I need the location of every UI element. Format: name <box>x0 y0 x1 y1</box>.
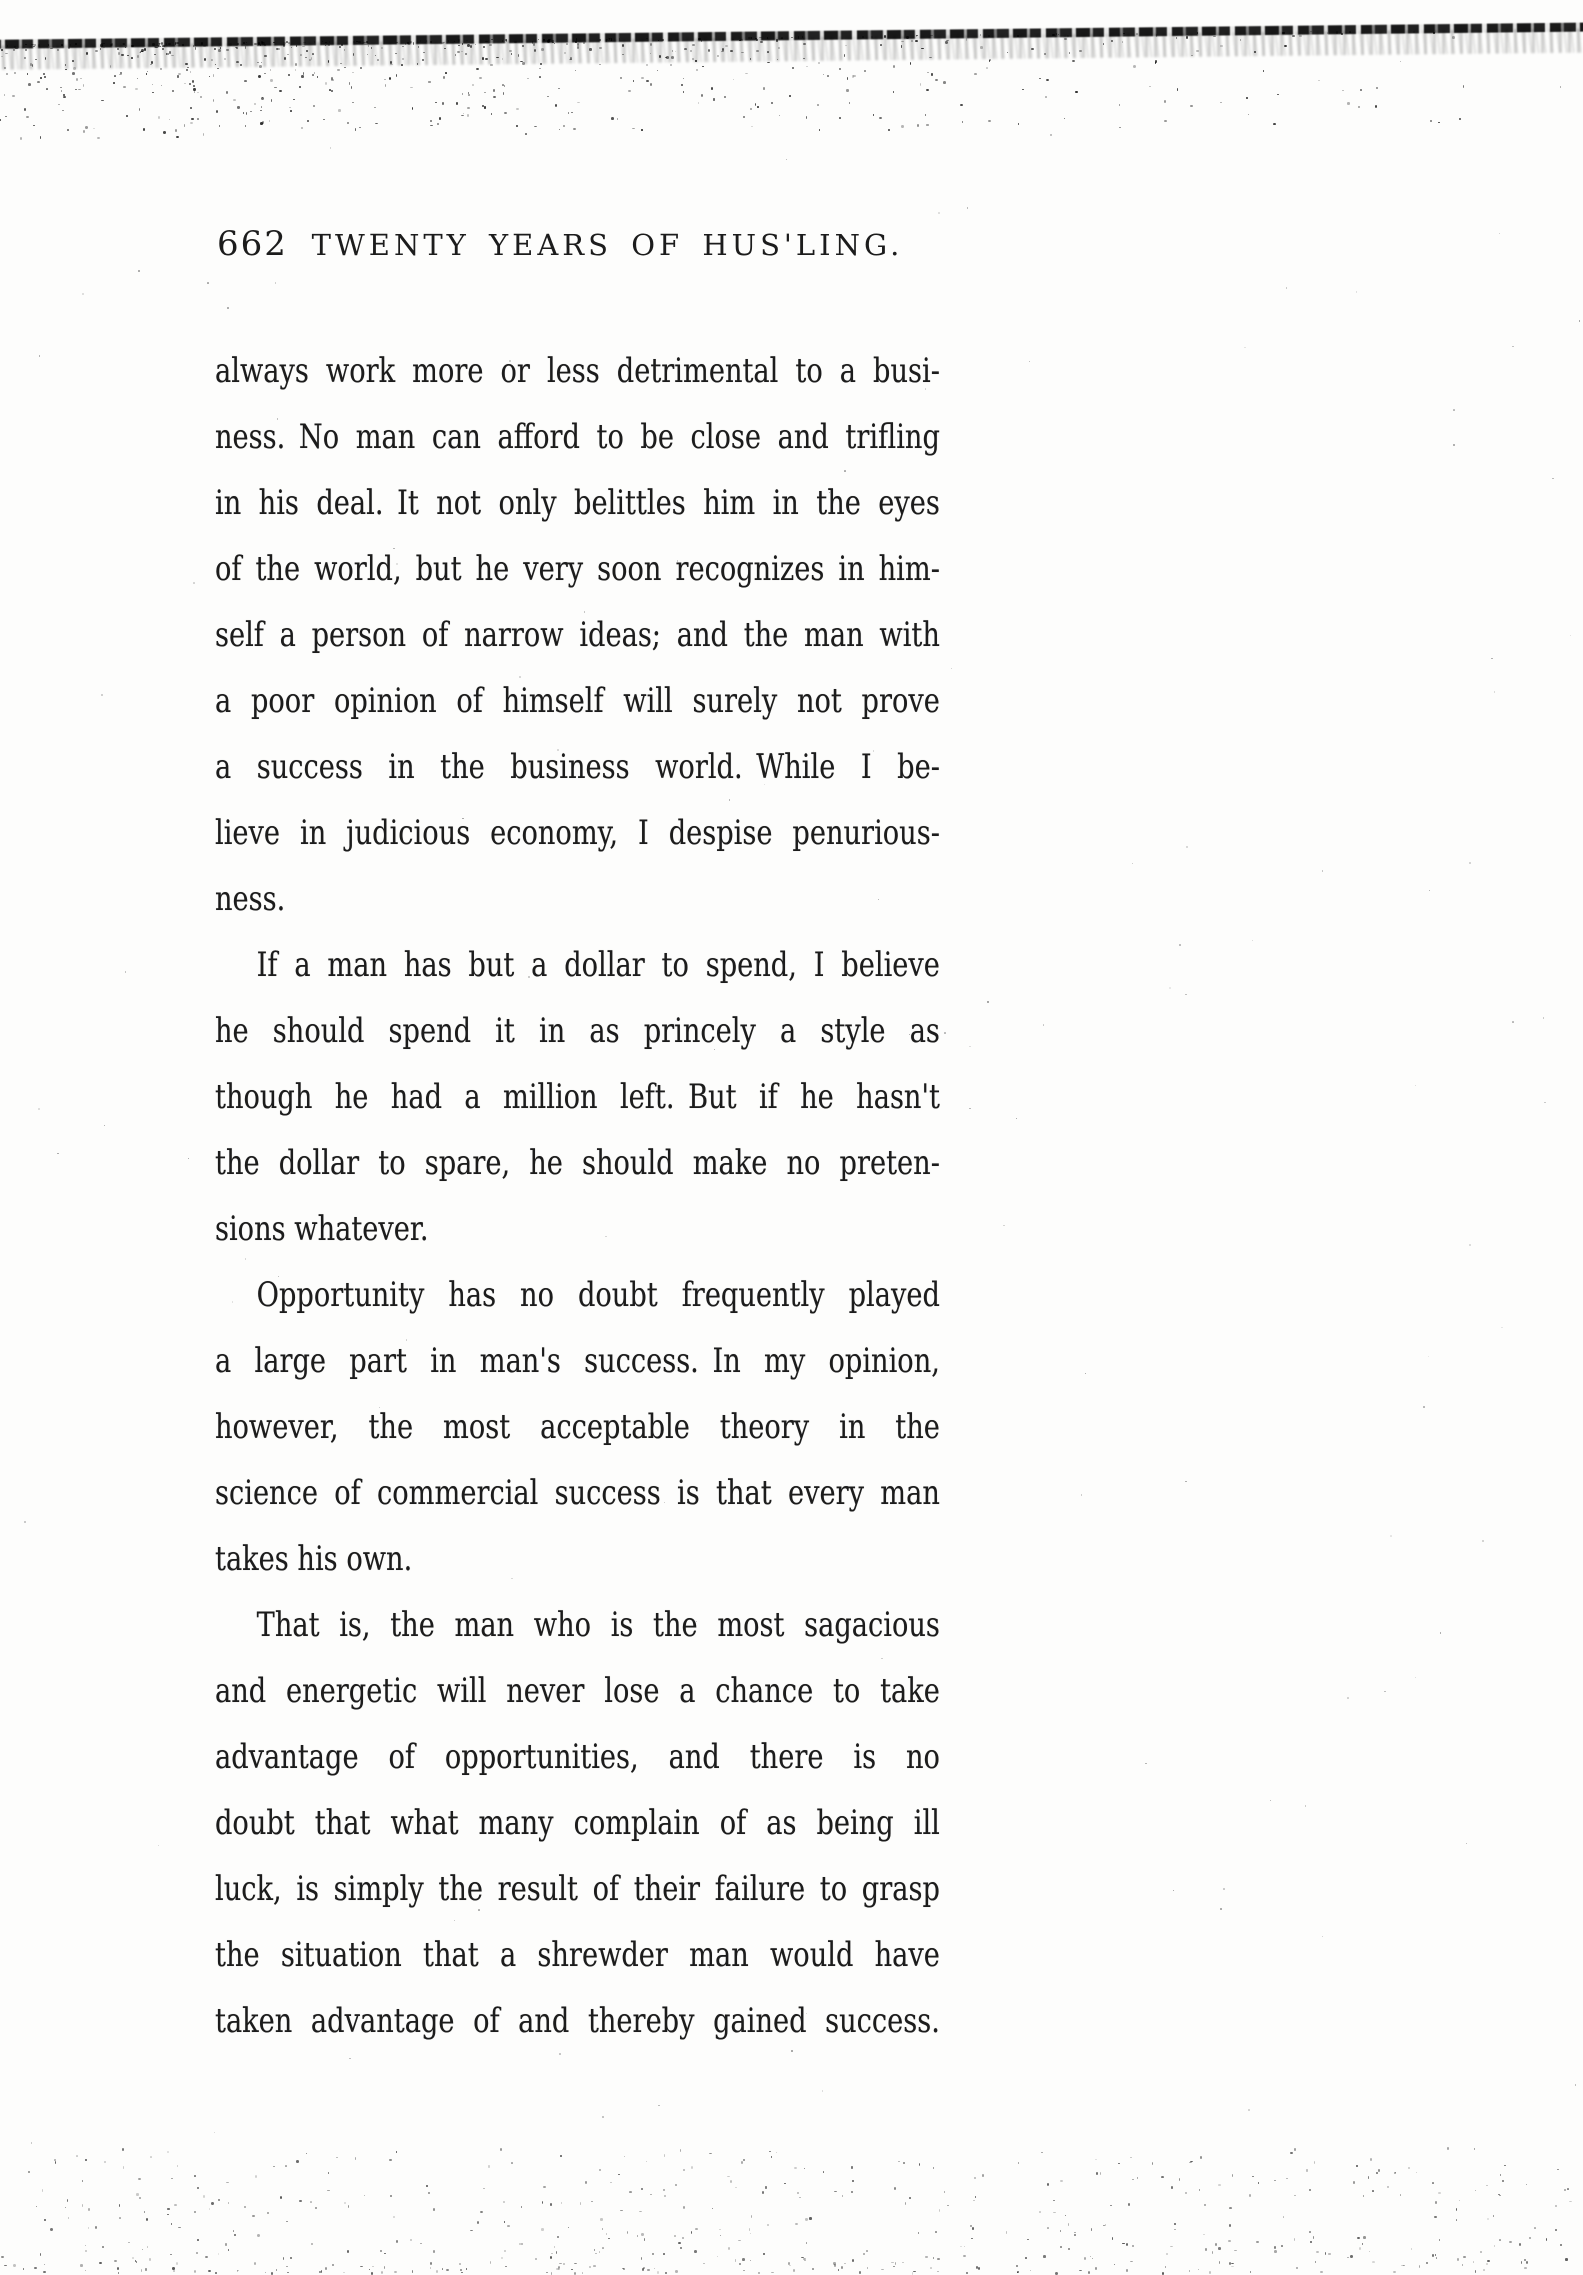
page-number: 662 <box>217 224 288 264</box>
text-line: in his deal. It not only belittles him in the eyes <box>215 483 940 523</box>
text-line: luck, is simply the result of their failure to grasp <box>215 1869 940 1909</box>
text-line: however, the most acceptable theory in the <box>215 1407 940 1447</box>
text-line: the situation that a shrewder man would have <box>215 1935 940 1975</box>
text-line: That is, the man who is the most sagacious <box>256 1605 940 1645</box>
text-line: always work more or less detrimental to a busi- <box>215 351 940 391</box>
text-line: ness. <box>215 879 286 919</box>
text-line: a large part in man's success. In my opinion, <box>215 1341 940 1381</box>
text-line: taken advantage of and thereby gained success. <box>215 2001 940 2041</box>
text-line: self a person of narrow ideas; and the man with <box>215 615 940 655</box>
text-line: the dollar to spare, he should make no preten- <box>215 1143 940 1183</box>
text-line: of the world, but he very soon recognizes in him- <box>215 549 940 589</box>
text-line: sions whatever. <box>215 1209 429 1249</box>
text-line: science of commercial success is that every man <box>215 1473 940 1513</box>
body-text <box>215 338 940 2054</box>
text-line: takes his own. <box>215 1539 413 1579</box>
text-line: doubt that what many complain of as being ill <box>215 1803 940 1843</box>
running-header <box>215 224 940 268</box>
text-line: advantage of opportunities, and there is no <box>215 1737 940 1777</box>
text-line: he should spend it in as princely a style as <box>215 1011 940 1051</box>
text-line: Opportunity has no doubt frequently played <box>256 1275 940 1315</box>
text-line: lieve in judicious economy, I despise penurious- <box>215 813 940 853</box>
running-title: TWENTY YEARS OF HUS'LING. <box>311 228 904 262</box>
text-line: a success in the business world. While I be- <box>215 747 940 787</box>
text-line: If a man has but a dollar to spend, I believe <box>256 945 940 985</box>
text-line: and energetic will never lose a chance to take <box>215 1671 940 1711</box>
text-line: a poor opinion of himself will surely not prove <box>215 681 940 721</box>
text-line: though he had a million left. But if he hasn't <box>215 1077 940 1117</box>
text-line: ness. No man can afford to be close and trifling <box>215 417 940 457</box>
